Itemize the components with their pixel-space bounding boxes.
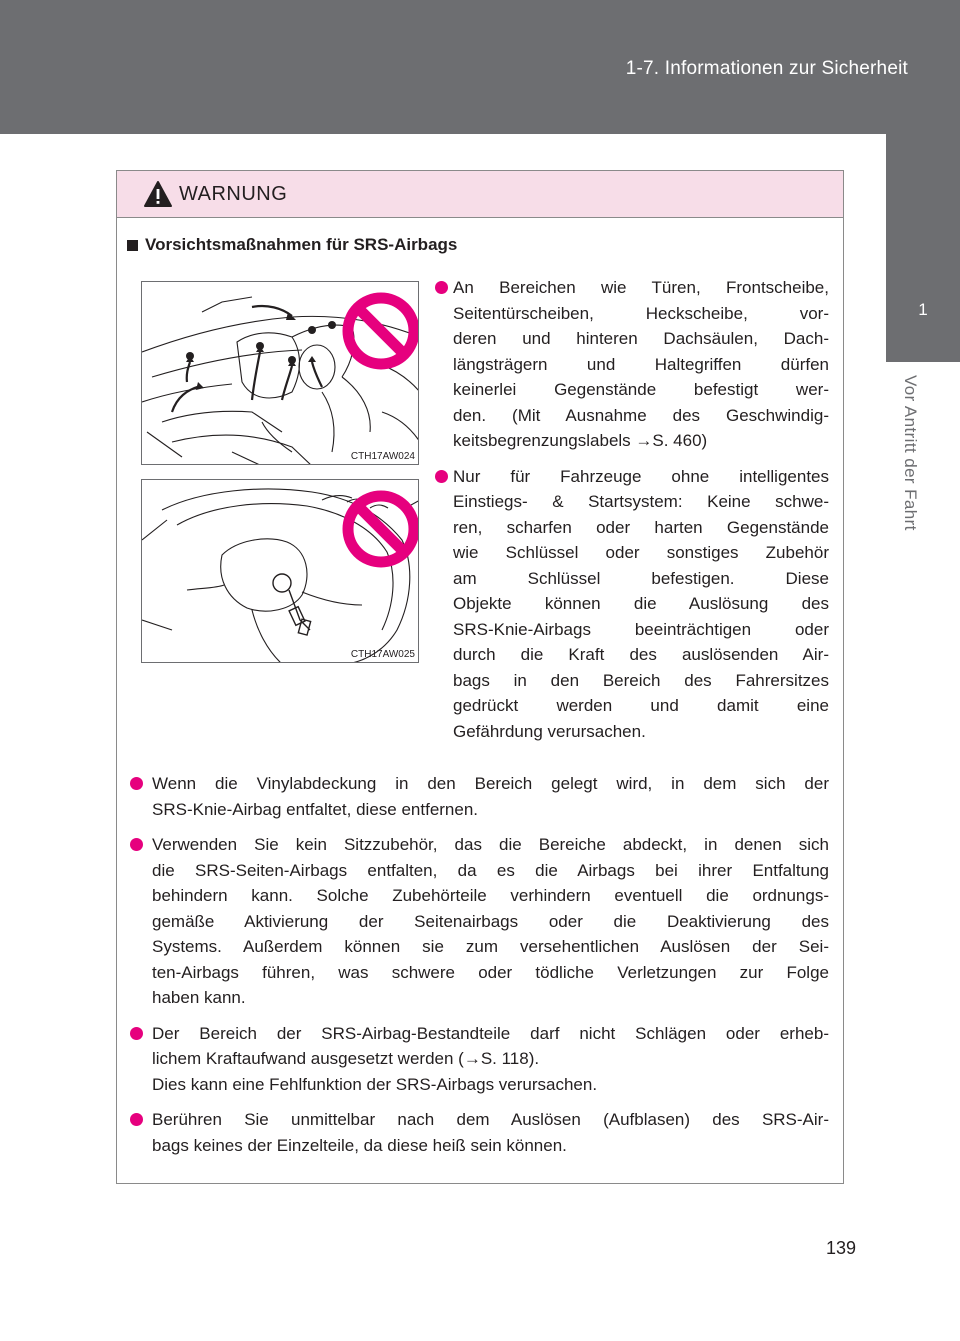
warning-box xyxy=(116,170,844,1184)
interior-illustration xyxy=(142,282,419,465)
prohibition-icon xyxy=(348,496,414,562)
steering-illustration xyxy=(142,480,419,663)
list-item: Verwenden Sie kein Sitzzubehör, das die Bereiche abdeckt, in denen sich die SRS-Seiten-Airbags entfalten, da es die Airbags bei ihrer Entfaltung behindern kann. Solche Zubehörteile verhindern eventuell die ordnungs- gemäße Aktivierung der Seitenairbags oder die Deaktivierung des Systems. Außerdem können sie zum versehentlichen Auslösen der Sei- ten-Airbags führen, was schwere oder tödliche Verletzungen zur Folge haben kann. xyxy=(127,832,829,1011)
bullet-dot-icon xyxy=(130,1113,143,1126)
figure-code: CTH17AW024 xyxy=(350,451,415,462)
list-item: Nur für Fahrzeuge ohne intelligentes Einstiegs- & Startsystem: Keine schwe- ren, scharfen oder harten Gegenstände wie Schlüssel oder sonstiges Zubehör am Schlüssel befestigen. Diese Objekte können die Auslösung des SRS-Knie-Airbags beeinträchtigen oder durch die Kraft des auslösenden Air- bags in den Bereich des Fahrersitzes gedrückt werden und damit eine Gefährdung verursachen. xyxy=(435,464,829,745)
bullet-dot-icon xyxy=(130,1027,143,1040)
list-item: An Bereichen wie Türen, Frontscheibe, Seitentürscheiben, Heckscheibe, vor- deren und hinteren Dachsäulen, Dach- längsträgern und Haltegriffen dürfen keinerlei Gegenstände befestigt wer- den. (Mit Ausnahme des Geschwindig- keitsbegrenzungslabels →S. 460) xyxy=(435,275,829,454)
right-column xyxy=(435,275,829,744)
warning-label: WARNUNG xyxy=(179,182,288,205)
list-item: Der Bereich der SRS-Airbag-Bestandteile darf nicht Schlägen oder erheb- lichem Kraftaufwand ausgesetzt werden (→S. 118). Dies kann eine Fehlfunktion der SRS-Airbags verursachen. xyxy=(127,1021,829,1098)
section-title: 1-7. Informationen zur Sicherheit xyxy=(625,58,908,79)
warning-header xyxy=(117,171,843,218)
warning-triangle-icon xyxy=(143,180,173,208)
bullet-dot-icon xyxy=(130,777,143,790)
bullet-dot-icon xyxy=(435,281,448,294)
bullet-dot-icon xyxy=(130,838,143,851)
figure-steering xyxy=(141,479,419,663)
chapter-number: 1 xyxy=(918,300,928,319)
figure-code: CTH17AW025 xyxy=(350,649,415,660)
list-item: Berühren Sie unmittelbar nach dem Auslösen (Aufblasen) des SRS-Air- bags keines der Einzelteile, da diese heiß sein können. xyxy=(127,1107,829,1158)
figure-interior xyxy=(141,281,419,465)
page-number: 139 xyxy=(826,1238,857,1258)
subheading xyxy=(127,235,457,255)
square-bullet-icon xyxy=(127,240,138,251)
chapter-tab xyxy=(886,134,960,362)
chapter-label: Vor Antritt der Fahrt xyxy=(901,375,920,531)
bullet-dot-icon xyxy=(435,470,448,483)
wide-column xyxy=(127,771,829,1168)
list-item: Wenn die Vinylabdeckung in den Bereich gelegt wird, in dem sich der SRS-Knie-Airbag entfaltet, diese entfernen. xyxy=(127,771,829,822)
subheading-text: Vorsichtsmaßnahmen für SRS-Airbags xyxy=(145,235,458,254)
